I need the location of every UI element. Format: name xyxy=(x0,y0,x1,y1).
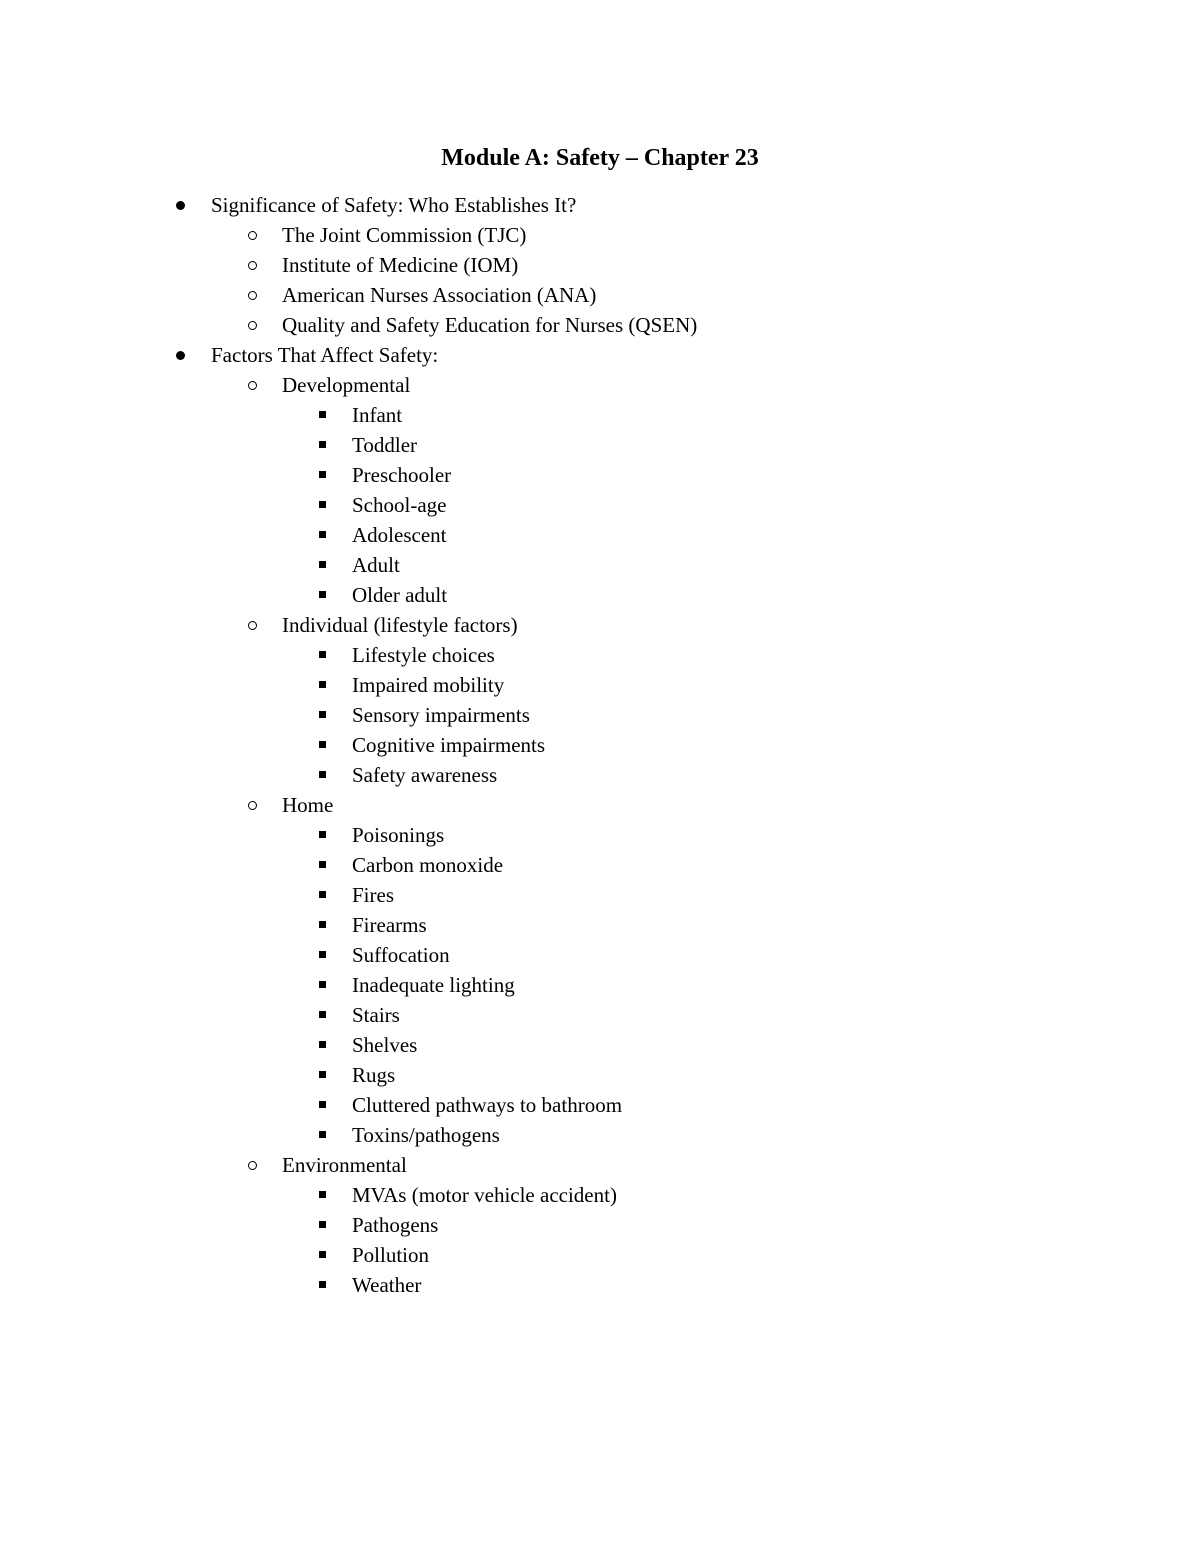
list-item-level-2 xyxy=(0,250,1200,280)
list-item-level-3 xyxy=(0,1210,1200,1240)
bullet-square-icon xyxy=(319,1131,326,1138)
list-item-level-2 xyxy=(0,610,1200,640)
bullet-square-icon xyxy=(319,501,326,508)
bullet-circle-icon xyxy=(248,801,257,810)
list-item-text: Quality and Safety Education for Nurses (QSEN) xyxy=(282,313,698,337)
list-item-text: Infant xyxy=(352,403,403,427)
list-item-text: The Joint Commission (TJC) xyxy=(282,223,527,247)
list-item-level-3 xyxy=(0,820,1200,850)
bullet-square-icon xyxy=(319,1281,326,1288)
list-item-level-2 xyxy=(0,1150,1200,1180)
bullet-square-icon xyxy=(319,1101,326,1108)
page-title: Module A: Safety – Chapter 23 xyxy=(441,145,759,171)
list-item-text: Toddler xyxy=(352,433,418,457)
list-item-text: Environmental xyxy=(282,1153,407,1177)
bullet-square-icon xyxy=(319,411,326,418)
list-item-level-2 xyxy=(0,310,1200,340)
list-item-text: Significance of Safety: Who Establishes It? xyxy=(211,193,577,217)
list-item-level-3 xyxy=(0,1180,1200,1210)
list-item-text: Toxins/pathogens xyxy=(352,1123,500,1147)
list-item-level-1 xyxy=(0,190,1200,220)
list-item-text: Poisonings xyxy=(352,823,445,847)
list-item-text: Developmental xyxy=(282,373,411,397)
bullet-square-icon xyxy=(319,831,326,838)
list-item-text: Fires xyxy=(352,883,394,907)
bullet-square-icon xyxy=(319,1041,326,1048)
list-item-level-3 xyxy=(0,700,1200,730)
list-item-level-3 xyxy=(0,1270,1200,1300)
list-item-level-3 xyxy=(0,1120,1200,1150)
outline-list xyxy=(0,190,1200,1300)
list-item-text: Suffocation xyxy=(352,943,450,967)
list-item-text: Stairs xyxy=(352,1003,400,1027)
list-item-level-3 xyxy=(0,670,1200,700)
list-item-level-3 xyxy=(0,850,1200,880)
bullet-square-icon xyxy=(319,651,326,658)
list-item-text: Preschooler xyxy=(352,463,452,487)
list-item-text: Factors That Affect Safety: xyxy=(211,343,439,367)
list-item-text: School-age xyxy=(352,493,447,517)
list-item-text: Institute of Medicine (IOM) xyxy=(282,253,519,277)
bullet-square-icon xyxy=(319,951,326,958)
list-item-level-3 xyxy=(0,460,1200,490)
bullet-square-icon xyxy=(319,441,326,448)
list-item-text: Weather xyxy=(352,1273,422,1297)
bullet-square-icon xyxy=(319,471,326,478)
list-item-level-3 xyxy=(0,730,1200,760)
list-item-level-3 xyxy=(0,550,1200,580)
list-item-text: Cluttered pathways to bathroom xyxy=(352,1093,623,1117)
bullet-square-icon xyxy=(319,1191,326,1198)
bullet-square-icon xyxy=(319,1011,326,1018)
list-item-text: Lifestyle choices xyxy=(352,643,495,667)
bullet-square-icon xyxy=(319,891,326,898)
bullet-disc-icon xyxy=(176,201,185,210)
bullet-square-icon xyxy=(319,711,326,718)
list-item-level-2 xyxy=(0,790,1200,820)
bullet-circle-icon xyxy=(248,291,257,300)
list-item-level-3 xyxy=(0,520,1200,550)
list-item-text: Impaired mobility xyxy=(352,673,505,697)
list-item-level-3 xyxy=(0,940,1200,970)
list-item-text: Pollution xyxy=(352,1243,430,1267)
list-item-text: Firearms xyxy=(352,913,427,937)
list-item-text: Sensory impairments xyxy=(352,703,530,727)
bullet-square-icon xyxy=(319,531,326,538)
bullet-square-icon xyxy=(319,921,326,928)
bullet-square-icon xyxy=(319,1221,326,1228)
list-item-text: Inadequate lighting xyxy=(352,973,515,997)
list-item-text: Rugs xyxy=(352,1063,396,1087)
bullet-square-icon xyxy=(319,1251,326,1258)
list-item-text: Adult xyxy=(352,553,400,577)
list-item-text: MVAs (motor vehicle accident) xyxy=(352,1183,617,1207)
bullet-square-icon xyxy=(319,561,326,568)
list-item-text: Shelves xyxy=(352,1033,418,1057)
list-item-level-2 xyxy=(0,280,1200,310)
bullet-circle-icon xyxy=(248,231,257,240)
list-item-level-1 xyxy=(0,340,1200,370)
bullet-square-icon xyxy=(319,771,326,778)
list-item-level-3 xyxy=(0,640,1200,670)
bullet-circle-icon xyxy=(248,381,257,390)
list-item-level-3 xyxy=(0,1240,1200,1270)
list-item-level-3 xyxy=(0,490,1200,520)
list-item-level-3 xyxy=(0,970,1200,1000)
list-item-level-3 xyxy=(0,1090,1200,1120)
list-item-text: Adolescent xyxy=(352,523,447,547)
list-item-level-2 xyxy=(0,370,1200,400)
list-item-text: Cognitive impairments xyxy=(352,733,546,757)
list-item-level-3 xyxy=(0,910,1200,940)
bullet-square-icon xyxy=(319,741,326,748)
bullet-circle-icon xyxy=(248,621,257,630)
bullet-square-icon xyxy=(319,591,326,598)
list-item-level-3 xyxy=(0,430,1200,460)
list-item-level-3 xyxy=(0,880,1200,910)
bullet-square-icon xyxy=(319,861,326,868)
list-item-text: Pathogens xyxy=(352,1213,439,1237)
bullet-square-icon xyxy=(319,1071,326,1078)
list-item-level-2 xyxy=(0,220,1200,250)
bullet-square-icon xyxy=(319,981,326,988)
list-item-text: Home xyxy=(282,793,334,817)
list-item-level-3 xyxy=(0,580,1200,610)
list-item-text: Individual (lifestyle factors) xyxy=(282,613,518,637)
bullet-circle-icon xyxy=(248,1161,257,1170)
list-item-level-3 xyxy=(0,1030,1200,1060)
list-item-text: Older adult xyxy=(352,583,448,607)
list-item-text: American Nurses Association (ANA) xyxy=(282,283,597,307)
list-item-text: Safety awareness xyxy=(352,763,498,787)
list-item-level-3 xyxy=(0,760,1200,790)
list-item-text: Carbon monoxide xyxy=(352,853,504,877)
list-item-level-3 xyxy=(0,1000,1200,1030)
list-item-level-3 xyxy=(0,400,1200,430)
bullet-circle-icon xyxy=(248,261,257,270)
list-item-level-3 xyxy=(0,1060,1200,1090)
bullet-square-icon xyxy=(319,681,326,688)
bullet-circle-icon xyxy=(248,321,257,330)
bullet-disc-icon xyxy=(176,351,185,360)
